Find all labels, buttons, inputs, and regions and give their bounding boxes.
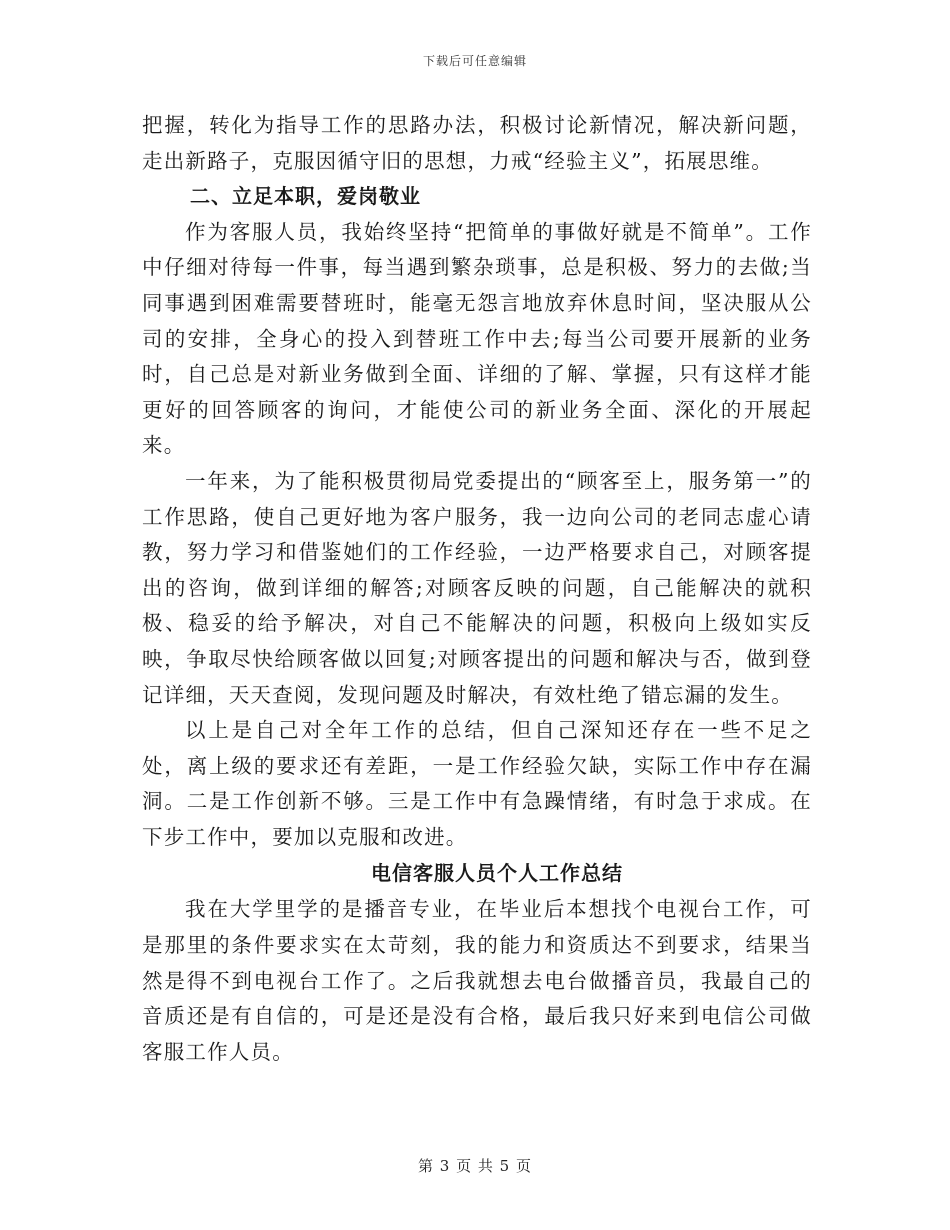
paragraph-year-review: 一年来，为了能积极贯彻局党委提出的“顾客至上，服务第一”的工作思路，使自己更好地为客户服务，我一边向公司的老同志虚心请教，努力学习和借鉴她们的工作经验，一边严格要求自己，对顾客提出的咨询，做到详细的解答;对顾客反映的问题，自己能解决的就积极、稳妥的给予解决，对自己不能解决的问题，积极向上级如实反映，争取尽快给顾客做以回复;对顾客提出的问题和解决与否，做到登记详细，天天查阅，发现问题及时解决，有效杜绝了错忘漏的发生。 [142,468,812,707]
document-title: 电信客服人员个人工作总结 [371,861,623,886]
page-footer: 第 3 页 共 5 页 [418,1157,532,1175]
paragraph-continuation: 把握，转化为指导工作的思路办法，积极讨论新情况，解决新问题，走出新路子，克服因循守旧的思想，力戒“经验主义”，拓展思维。 [142,113,812,173]
paragraph-duty: 作为客服人员，我始终坚持“把简单的事做好就是不简单”。工作中仔细对待每一件事，每当遇到繁杂琐事，总是积极、努力的去做;当同事遇到困难需要替班时，能毫无怨言地放弃休息时间，坚决服从公司的安排，全身心的投入到替班工作中去;每当公司要开展新的业务时，自己总是对新业务做到全面、详细的了解、掌握，只有这样才能更好的回答顾客的询问，才能使公司的新业务全面、深化的开展起来。 [142,219,812,458]
document-body [142,108,812,1070]
section-heading: 二、立足本职，爱岗敬业 [190,184,421,209]
paragraph-background: 我在大学里学的是播音专业，在毕业后本想找个电视台工作，可是那里的条件要求实在太苛刻，我的能力和资质达不到要求，结果当然是得不到电视台工作了。之后我就想去电台做播音员，我最自己的音质还是有自信的，可是还是没有合格，最后我只好来到电信公司做客服工作人员。 [142,897,812,1064]
paragraph-shortcomings: 以上是自己对全年工作的总结，但自己深知还存在一些不足之处，离上级的要求还有差距，一是工作经验欠缺，实际工作中存在漏洞。二是工作创新不够。三是工作中有急躁情绪，有时急于求成。在下步工作中，要加以克服和改进。 [142,718,812,849]
page-header: 下载后可任意编辑 [422,54,527,68]
